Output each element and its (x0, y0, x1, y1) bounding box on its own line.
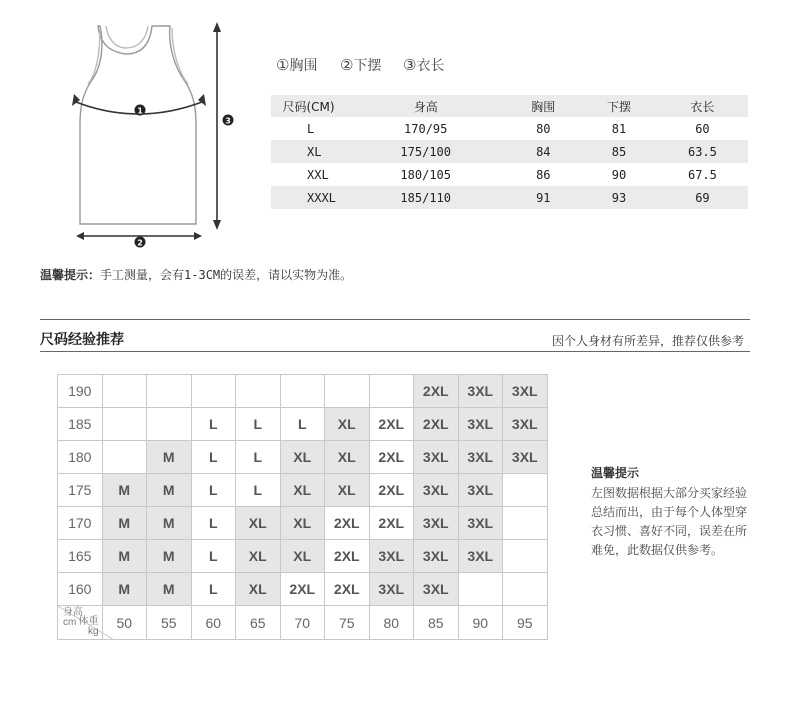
size-cell: L (236, 441, 281, 474)
table-row (271, 163, 748, 186)
header-height: 身高 (346, 95, 505, 117)
size-recommendation-grid (57, 374, 548, 640)
tip-text: 手工测量，会有1-3CM的误差，请以实物为准。 (100, 268, 353, 282)
size-cell: 2XL (369, 408, 414, 441)
size-cell: 3XL (414, 540, 459, 573)
weight-label: 65 (236, 606, 281, 640)
size-cell (503, 507, 548, 540)
grid-row (58, 540, 548, 573)
size-cell (503, 540, 548, 573)
size-cell: 3XL (458, 540, 503, 573)
size-cell: M (102, 540, 147, 573)
size-table-header-row (271, 95, 748, 117)
grid-row (58, 573, 548, 606)
size-cell: L (191, 441, 236, 474)
weight-label: 55 (147, 606, 192, 640)
cell-height: 175/100 (346, 140, 505, 163)
marker-2-label: 2 (137, 238, 143, 248)
size-cell (102, 408, 147, 441)
size-cell: XL (280, 540, 325, 573)
cell-size: L (307, 121, 315, 136)
size-cell (503, 474, 548, 507)
size-cell: L (191, 507, 236, 540)
corner-weight-label: 体重 kg (78, 616, 99, 637)
size-cell (325, 375, 370, 408)
size-cell: 3XL (369, 573, 414, 606)
cell-length: 67.5 (687, 167, 717, 182)
cell-length: 63.5 (657, 140, 748, 163)
tip-label: 温馨提示： (40, 268, 101, 282)
cell-height: 180/105 (400, 167, 451, 182)
axis-corner (58, 606, 103, 640)
size-cell (503, 573, 548, 606)
size-cell: M (147, 573, 192, 606)
weight-label: 85 (414, 606, 459, 640)
height-label: 185 (58, 408, 103, 441)
size-cell: 3XL (458, 507, 503, 540)
grid-row (58, 474, 548, 507)
marker-3 (223, 115, 234, 126)
size-cell (102, 375, 147, 408)
size-cell: L (236, 474, 281, 507)
size-cell (191, 375, 236, 408)
size-cell (458, 573, 503, 606)
legend-chest: ①胸围 (276, 56, 318, 74)
cell-chest: 86 (536, 167, 551, 182)
size-cell: 3XL (458, 375, 503, 408)
weight-label: 95 (503, 606, 548, 640)
size-cell: XL (325, 474, 370, 507)
size-cell: 2XL (414, 375, 459, 408)
cell-chest: 91 (505, 186, 581, 209)
size-cell: XL (280, 441, 325, 474)
section-note: 因个人身材有所差异，推荐仅供参考 (551, 334, 744, 348)
side-tip-line: 左图数据根据大部分买家经验 (591, 486, 748, 500)
size-cell: 3XL (414, 474, 459, 507)
table-row (271, 117, 748, 140)
weight-row (58, 606, 548, 640)
cell-hem: 81 (611, 121, 627, 136)
weight-label: 70 (280, 606, 325, 640)
size-cell (147, 408, 192, 441)
cell-hem: 85 (581, 140, 657, 163)
header-size: 尺码(CM) (271, 95, 346, 117)
corner-height-label: 身高 cm (63, 607, 83, 628)
marker-3-label: 3 (225, 116, 231, 126)
side-tip-line: 衣习惯、喜好不同，误差在所 (591, 524, 748, 538)
marker-1-label: 1 (137, 106, 143, 116)
cell-height: 185/110 (346, 186, 505, 209)
grid-row (58, 375, 548, 408)
measurement-tip (40, 266, 352, 283)
size-cell: XL (236, 573, 281, 606)
height-label: 190 (58, 375, 103, 408)
cell-length: 60 (695, 121, 710, 136)
cell-height: 170/95 (404, 121, 448, 136)
size-cell: L (191, 408, 236, 441)
size-cell: XL (325, 441, 370, 474)
side-tip-line: 难免，此数据仅供参考。 (591, 543, 724, 557)
section-divider-bottom (40, 351, 750, 352)
size-cell: XL (325, 408, 370, 441)
size-cell (147, 375, 192, 408)
table-row (271, 186, 748, 209)
weight-label: 80 (369, 606, 414, 640)
size-cell: L (191, 573, 236, 606)
weight-label: 75 (325, 606, 370, 640)
size-cell: L (280, 408, 325, 441)
size-cell: 2XL (325, 573, 370, 606)
header-chest: 胸围 (505, 95, 581, 117)
size-cell: 2XL (369, 441, 414, 474)
height-label: 180 (58, 441, 103, 474)
section-divider-top (40, 319, 750, 320)
side-tip-line: 总结而出，由于每个人体型穿 (591, 505, 748, 519)
marker-2 (135, 237, 146, 248)
size-cell: M (147, 540, 192, 573)
size-cell: XL (280, 507, 325, 540)
size-cell: L (191, 540, 236, 573)
size-cell (236, 375, 281, 408)
height-label: 160 (58, 573, 103, 606)
size-chart-table (271, 95, 748, 209)
size-cell: 3XL (414, 573, 459, 606)
size-cell: 3XL (458, 408, 503, 441)
size-cell: M (102, 573, 147, 606)
size-cell: 3XL (458, 441, 503, 474)
size-cell (102, 441, 147, 474)
vest-outline (80, 26, 196, 224)
height-label: 175 (58, 474, 103, 507)
grid-row (58, 507, 548, 540)
size-cell: 2XL (325, 540, 370, 573)
size-cell (280, 375, 325, 408)
size-cell: XL (236, 507, 281, 540)
size-cell: 3XL (458, 474, 503, 507)
header-length: 衣长 (657, 95, 748, 117)
size-cell (369, 375, 414, 408)
size-cell: 2XL (414, 408, 459, 441)
size-cell: M (147, 474, 192, 507)
section-title: 尺码经验推荐 (40, 332, 124, 348)
size-cell: 3XL (414, 507, 459, 540)
size-cell: 2XL (325, 507, 370, 540)
cell-chest: 84 (505, 140, 581, 163)
vest-diagram (60, 14, 250, 250)
size-cell: M (147, 507, 192, 540)
size-cell: L (236, 408, 281, 441)
table-row (271, 140, 748, 163)
size-cell: M (102, 507, 147, 540)
size-cell: 3XL (503, 408, 548, 441)
size-cell: 3XL (503, 441, 548, 474)
size-cell: 3XL (503, 375, 548, 408)
height-label: 170 (58, 507, 103, 540)
cell-size: XXXL (271, 186, 346, 209)
size-cell: 3XL (369, 540, 414, 573)
height-label: 165 (58, 540, 103, 573)
size-cell: 3XL (414, 441, 459, 474)
weight-label: 60 (191, 606, 236, 640)
side-tip (591, 464, 771, 560)
size-cell: M (147, 441, 192, 474)
size-cell: L (191, 474, 236, 507)
legend-hem: ②下摆 (340, 56, 382, 74)
cell-hem: 93 (581, 186, 657, 209)
size-cell: XL (236, 540, 281, 573)
grid-row (58, 441, 548, 474)
grid-row (58, 408, 548, 441)
cell-size: XXL (307, 167, 329, 182)
header-hem: 下摆 (581, 95, 657, 117)
legend-length: ③衣长 (403, 56, 445, 74)
cell-chest: 80 (536, 121, 551, 136)
size-cell: 2XL (369, 474, 414, 507)
size-cell: 2XL (280, 573, 325, 606)
size-cell: M (102, 474, 147, 507)
cell-length: 69 (657, 186, 748, 209)
marker-1 (135, 105, 146, 116)
weight-label: 50 (102, 606, 147, 640)
side-tip-title: 温馨提示 (591, 466, 640, 480)
cell-size: XL (271, 140, 346, 163)
size-cell: XL (280, 474, 325, 507)
size-cell: 2XL (369, 507, 414, 540)
weight-label: 90 (458, 606, 503, 640)
cell-hem: 90 (611, 167, 627, 182)
